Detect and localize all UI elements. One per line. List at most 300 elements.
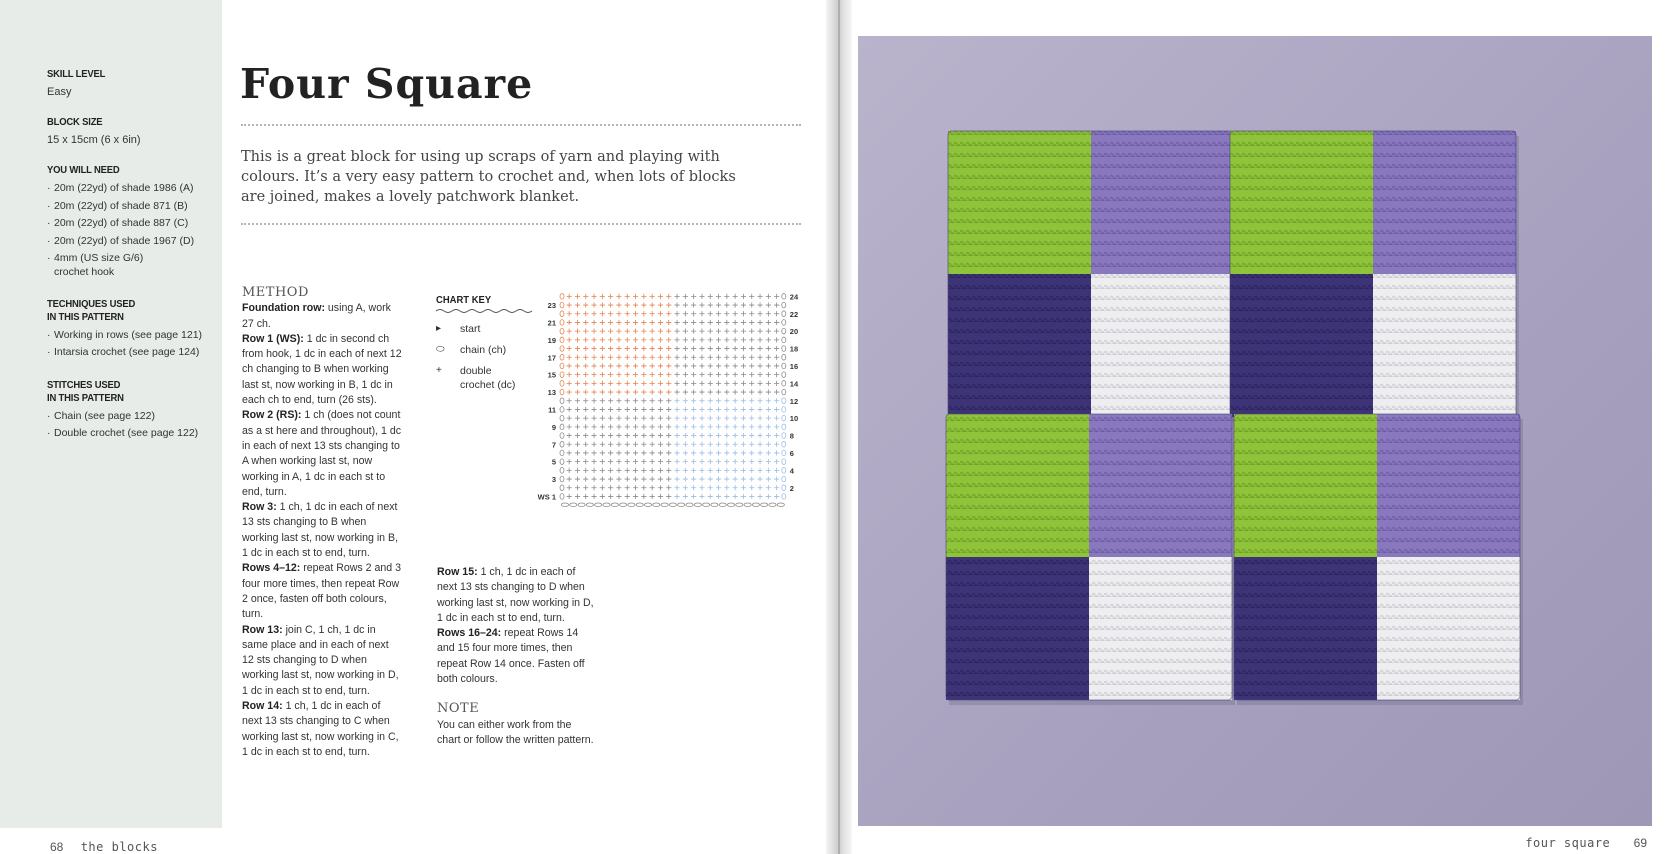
dc-stitch-mark <box>757 363 762 368</box>
dc-stitch-mark <box>583 372 588 377</box>
dc-stitch-mark <box>749 302 754 307</box>
dc-stitch-mark <box>641 407 646 412</box>
dc-stitch-mark <box>699 355 704 360</box>
dc-stitch-mark <box>633 398 638 403</box>
dc-stitch-mark <box>724 363 729 368</box>
row-number-label: 5 <box>551 457 556 467</box>
dc-stitch-mark <box>699 372 704 377</box>
dc-stitch-mark <box>733 363 738 368</box>
dc-stitch-mark <box>757 468 762 473</box>
turning-chain-mark <box>782 328 786 334</box>
dc-stitch-mark <box>658 346 663 351</box>
dc-stitch-mark <box>608 416 613 421</box>
dc-stitch-mark <box>608 476 613 481</box>
method-step <box>242 561 402 622</box>
dc-stitch-mark <box>641 363 646 368</box>
foundation-chain-mark <box>744 503 751 507</box>
turning-chain-mark <box>782 311 786 317</box>
dc-stitch-mark <box>766 346 771 351</box>
dc-stitch-mark <box>733 381 738 386</box>
dc-stitch-mark <box>666 337 671 342</box>
dc-stitch-mark <box>749 442 754 447</box>
dc-stitch-mark <box>716 337 721 342</box>
dc-stitch-mark <box>674 459 679 464</box>
dc-stitch-mark <box>666 372 671 377</box>
dc-stitch-mark <box>658 424 663 429</box>
dc-stitch-mark <box>716 433 721 438</box>
dc-stitch-mark <box>774 442 779 447</box>
dc-stitch-mark <box>625 346 630 351</box>
dc-stitch-mark <box>708 424 713 429</box>
dc-stitch-mark <box>591 398 596 403</box>
step-label: Row 2 (RS): <box>242 409 302 422</box>
intro-paragraph: This is a great block for using up scraps of yarn and playing with colours. It’s a very easy pattern to crochet and, when lots of blocks are joined, makes a lovely patchwork blanket. <box>241 149 736 205</box>
dc-stitch-mark <box>674 294 679 299</box>
method-step <box>437 626 597 687</box>
turning-chain-mark <box>560 320 564 326</box>
dc-stitch-mark <box>666 476 671 481</box>
dc-stitch-mark <box>683 302 688 307</box>
turning-chain-mark <box>560 389 564 395</box>
dc-stitch-mark <box>608 320 613 325</box>
foundation-chain-mark <box>653 503 660 507</box>
row-number-label: 3 <box>551 475 556 485</box>
dc-stitch-mark <box>691 416 696 421</box>
dc-stitch-mark <box>674 407 679 412</box>
dc-stitch-mark <box>625 424 630 429</box>
dc-stitch-mark <box>774 468 779 473</box>
step-label: Row 15: <box>437 566 478 578</box>
dc-stitch-mark <box>716 476 721 481</box>
list-item: · Working in rows (see page 121) <box>47 327 204 345</box>
dc-stitch-mark <box>749 363 754 368</box>
dc-stitch-mark <box>716 459 721 464</box>
dc-stitch-mark <box>724 381 729 386</box>
foundation-chain-mark <box>686 503 693 507</box>
dc-stitch-mark <box>567 381 572 386</box>
turning-chain-mark <box>782 433 786 439</box>
section-name: the blocks <box>80 840 158 854</box>
dc-stitch-mark <box>757 485 762 490</box>
method-step <box>242 623 402 699</box>
dc-stitch-mark <box>716 320 721 325</box>
dc-stitch-mark <box>658 485 663 490</box>
dc-stitch-mark <box>691 468 696 473</box>
dc-stitch-mark <box>641 494 646 499</box>
dc-stitch-mark <box>724 389 729 394</box>
lilac-square <box>1089 414 1232 557</box>
dc-stitch-mark <box>608 433 613 438</box>
row-number-label: 12 <box>789 396 799 406</box>
dc-stitch-mark <box>774 372 779 377</box>
note-text: You can either work from the chart or follow the written pattern. <box>437 718 594 746</box>
dc-stitch-mark <box>724 302 729 307</box>
dc-stitch-mark <box>749 372 754 377</box>
dc-stitch-mark <box>583 389 588 394</box>
row-number-label: 9 <box>551 422 556 432</box>
dc-stitch-mark <box>625 459 630 464</box>
dc-stitch-mark <box>708 407 713 412</box>
dc-stitch-mark <box>650 355 655 360</box>
dc-stitch-mark <box>774 389 779 394</box>
dc-stitch-mark <box>683 433 688 438</box>
dc-stitch-mark <box>683 346 688 351</box>
dc-stitch-mark <box>658 381 663 386</box>
section-name: four square <box>1525 836 1611 850</box>
dc-stitch-mark <box>600 459 605 464</box>
dc-stitch-mark <box>591 468 596 473</box>
dc-stitch-mark <box>600 494 605 499</box>
row-number-label: 10 <box>789 414 799 424</box>
dc-stitch-mark <box>749 355 754 360</box>
dc-stitch-mark <box>699 459 704 464</box>
method-step <box>242 408 402 500</box>
dc-stitch-mark <box>625 416 630 421</box>
dc-stitch-mark <box>724 485 729 490</box>
row-number-label: 21 <box>547 318 556 328</box>
dc-stitch-mark <box>733 302 738 307</box>
dc-stitch-mark <box>691 424 696 429</box>
dc-stitch-mark <box>633 302 638 307</box>
dc-stitch-mark <box>716 381 721 386</box>
dc-stitch-mark <box>741 476 746 481</box>
dc-stitch-mark <box>691 476 696 481</box>
skill-level-value: Easy <box>47 86 72 98</box>
dc-stitch-mark <box>699 442 704 447</box>
dc-stitch-mark <box>641 302 646 307</box>
dc-stitch-mark <box>666 398 671 403</box>
dc-stitch-mark <box>625 485 630 490</box>
dc-stitch-mark <box>600 450 605 455</box>
dc-stitch-mark <box>608 294 613 299</box>
dc-stitch-mark <box>699 416 704 421</box>
dc-stitch-mark <box>683 398 688 403</box>
dc-stitch-mark <box>766 311 771 316</box>
dc-stitch-mark <box>600 320 605 325</box>
dc-stitch-mark <box>699 294 704 299</box>
turning-chain-mark <box>560 433 564 439</box>
foundation-chain-mark <box>703 503 710 507</box>
dc-stitch-mark <box>749 337 754 342</box>
turning-chain-mark <box>560 328 564 334</box>
row-number-label: 11 <box>548 405 556 415</box>
dc-stitch-mark <box>757 476 762 481</box>
dc-stitch-mark <box>674 424 679 429</box>
dc-stitch-mark <box>575 363 580 368</box>
dc-stitch-mark <box>616 337 621 342</box>
dc-stitch-mark <box>600 294 605 299</box>
dc-stitch-mark <box>616 329 621 334</box>
dc-stitch-mark <box>583 468 588 473</box>
dc-stitch-mark <box>591 329 596 334</box>
dc-stitch-mark <box>608 468 613 473</box>
dc-stitch-mark <box>633 381 638 386</box>
dc-stitch-mark <box>583 337 588 342</box>
dc-stitch-mark <box>650 433 655 438</box>
dc-stitch-mark <box>749 320 754 325</box>
dc-stitch-mark <box>774 459 779 464</box>
key-label: start <box>460 323 481 335</box>
dc-stitch-mark <box>625 468 630 473</box>
key-label: double crochet (dc) <box>460 365 516 391</box>
dc-stitch-mark <box>683 294 688 299</box>
dc-stitch-mark <box>766 294 771 299</box>
dc-stitch-mark <box>774 320 779 325</box>
dc-stitch-mark <box>591 416 596 421</box>
dc-stitch-mark <box>674 329 679 334</box>
row-number-label: 16 <box>789 361 799 371</box>
dc-stitch-mark <box>575 355 580 360</box>
dc-stitch-mark <box>724 355 729 360</box>
dc-stitch-mark <box>591 485 596 490</box>
dc-stitch-mark <box>724 433 729 438</box>
dc-stitch-mark <box>583 398 588 403</box>
method-step <box>242 699 402 760</box>
dc-stitch-mark <box>741 346 746 351</box>
dc-stitch-mark <box>641 346 646 351</box>
dc-stitch-mark <box>757 398 762 403</box>
turning-chain-mark <box>782 407 786 413</box>
dc-stitch-mark <box>650 442 655 447</box>
list-item: · 20m (22yd) of shade 1967 (D) <box>47 233 204 251</box>
dc-stitch-mark <box>683 450 688 455</box>
dc-stitch-mark <box>666 294 671 299</box>
lilac-square <box>1091 131 1234 274</box>
dc-stitch-mark <box>616 494 621 499</box>
dc-stitch-mark <box>600 311 605 316</box>
dc-stitch-mark <box>757 416 762 421</box>
stitches-heading-line2: IN THIS PATTERN <box>47 391 124 404</box>
dc-stitch-mark <box>774 433 779 438</box>
dc-stitch-mark <box>625 398 630 403</box>
dc-stitch-mark <box>733 320 738 325</box>
dc-stitch-mark <box>575 302 580 307</box>
dc-stitch-mark <box>633 468 638 473</box>
dc-stitch-mark <box>691 302 696 307</box>
dc-stitch-mark <box>633 337 638 342</box>
dc-stitch-mark <box>650 294 655 299</box>
dc-stitch-mark <box>583 355 588 360</box>
foundation-chain-mark <box>752 503 759 507</box>
dc-stitch-mark <box>766 398 771 403</box>
step-text: using A, work 27 ch. <box>242 302 391 330</box>
divider-bottom <box>241 223 801 225</box>
dc-stitch-mark <box>616 346 621 351</box>
dc-stitch-mark <box>691 398 696 403</box>
dc-stitch-mark <box>733 485 738 490</box>
dc-stitch-mark <box>774 424 779 429</box>
dc-stitch-mark <box>616 294 621 299</box>
dc-stitch-mark <box>608 329 613 334</box>
method-step <box>242 500 402 561</box>
step-text: join C, 1 ch, 1 dc in same place and in each of next 12 sts changing to D when working last st, now working in D, 1 dc in each st to end, turn. <box>242 623 399 697</box>
dc-stitch-mark <box>674 363 679 368</box>
dc-stitch-mark <box>691 442 696 447</box>
dc-stitch-mark <box>625 329 630 334</box>
dc-stitch-mark <box>575 346 580 351</box>
turning-chain-mark <box>560 337 564 343</box>
list-item: · Intarsia crochet (see page 124) <box>47 344 204 362</box>
dc-stitch-mark <box>591 372 596 377</box>
dc-stitch-mark <box>774 329 779 334</box>
dc-stitch-mark <box>666 389 671 394</box>
dc-stitch-mark <box>699 389 704 394</box>
dc-stitch-mark <box>699 433 704 438</box>
crochet-blocks-illustration <box>858 36 1652 826</box>
techniques-heading-line1: TECHNIQUES USED <box>47 297 136 310</box>
dc-stitch-mark <box>666 320 671 325</box>
dc-stitch-mark <box>650 337 655 342</box>
navy-square <box>1234 557 1377 700</box>
dc-stitch-mark <box>716 442 721 447</box>
method-step <box>242 301 402 332</box>
step-text: 1 ch (does not count as a st here and throughout), 1 dc in each of next 13 sts changing to A when working last st, now working in A, 1 dc in each st to end, turn. <box>242 409 402 498</box>
turning-chain-mark <box>782 381 786 387</box>
dc-stitch-mark <box>766 424 771 429</box>
method-heading: METHOD <box>242 285 309 300</box>
dc-stitch-mark <box>600 389 605 394</box>
page-number: 68 <box>50 840 64 854</box>
dc-stitch-mark <box>567 459 572 464</box>
dc-stitch-mark <box>674 442 679 447</box>
foundation-chain-mark <box>570 503 577 507</box>
dc-stitch-mark <box>749 329 754 334</box>
dc-stitch-mark <box>650 320 655 325</box>
page-number: 69 <box>1633 836 1647 850</box>
step-label: Row 13: <box>242 623 283 636</box>
dc-stitch-mark <box>641 442 646 447</box>
dc-stitch-mark <box>633 346 638 351</box>
dc-stitch-mark <box>567 468 572 473</box>
dc-stitch-mark <box>608 363 613 368</box>
dc-stitch-mark <box>633 355 638 360</box>
dc-stitch-mark <box>708 346 713 351</box>
turning-chain-mark <box>782 468 786 474</box>
dc-stitch-mark <box>741 485 746 490</box>
dc-stitch-mark <box>575 442 580 447</box>
dc-stitch-mark <box>650 381 655 386</box>
dc-stitch-mark <box>683 355 688 360</box>
dc-stitch-mark <box>699 381 704 386</box>
step-label: Row 14: <box>242 700 283 713</box>
turning-chain-mark <box>560 294 564 300</box>
dc-stitch-mark <box>766 450 771 455</box>
dc-stitch-mark <box>616 398 621 403</box>
dc-stitch-mark <box>741 302 746 307</box>
dc-stitch-mark <box>708 494 713 499</box>
dc-stitch-mark <box>683 424 688 429</box>
dc-stitch-mark <box>658 416 663 421</box>
dc-stitch-mark <box>757 337 762 342</box>
foundation-chain-mark <box>777 503 784 507</box>
dc-stitch-mark <box>608 424 613 429</box>
dc-stitch-mark <box>766 381 771 386</box>
dc-stitch-mark <box>575 329 580 334</box>
dc-stitch-mark <box>658 329 663 334</box>
dc-stitch-mark <box>674 398 679 403</box>
you-will-need-section <box>47 164 204 281</box>
dc-stitch-mark <box>708 329 713 334</box>
dc-stitch-mark <box>666 450 671 455</box>
chart-key <box>436 294 536 399</box>
dc-stitch-mark <box>699 302 704 307</box>
dc-stitch-mark <box>757 372 762 377</box>
dc-stitch-mark <box>749 416 754 421</box>
dc-stitch-mark <box>600 476 605 481</box>
stitch-chart <box>535 284 825 514</box>
dc-stitch-mark <box>674 433 679 438</box>
dc-stitch-mark <box>674 476 679 481</box>
green-square <box>1230 131 1373 274</box>
dc-stitch-mark <box>757 407 762 412</box>
dc-stitch-mark <box>600 337 605 342</box>
turning-chain-mark <box>782 476 786 482</box>
dc-stitch-mark <box>641 381 646 386</box>
dc-stitch-mark <box>766 433 771 438</box>
dc-stitch-mark <box>699 424 704 429</box>
dc-stitch-mark <box>583 363 588 368</box>
dc-stitch-mark <box>708 372 713 377</box>
dc-stitch-mark <box>741 311 746 316</box>
dc-stitch-mark <box>741 407 746 412</box>
dc-stitch-mark <box>625 302 630 307</box>
dc-stitch-mark <box>591 320 596 325</box>
dc-stitch-mark <box>658 389 663 394</box>
dc-stitch-mark <box>608 337 613 342</box>
dc-stitch-mark <box>616 381 621 386</box>
dc-stitch-mark <box>575 337 580 342</box>
dc-stitch-mark <box>600 407 605 412</box>
dc-stitch-mark <box>591 381 596 386</box>
dc-stitch-mark <box>616 424 621 429</box>
dc-stitch-mark <box>633 424 638 429</box>
dc-stitch-mark <box>774 294 779 299</box>
dc-stitch-mark <box>591 494 596 499</box>
dc-stitch-mark <box>600 302 605 307</box>
dc-stitch-mark <box>733 337 738 342</box>
step-label: Row 3: <box>242 501 277 514</box>
dc-stitch-mark <box>733 329 738 334</box>
dc-stitch-mark <box>583 433 588 438</box>
dc-stitch-mark <box>575 424 580 429</box>
dc-stitch-mark <box>774 346 779 351</box>
dc-stitch-mark <box>616 416 621 421</box>
dc-stitch-mark <box>633 485 638 490</box>
dc-stitch-mark <box>716 407 721 412</box>
dc-stitch-mark <box>641 355 646 360</box>
crochet-block <box>946 414 1235 705</box>
dc-stitch-mark <box>691 355 696 360</box>
dc-stitch-mark <box>708 320 713 325</box>
dc-stitch-mark <box>616 355 621 360</box>
dc-stitch-mark <box>633 389 638 394</box>
dc-stitch-mark <box>583 450 588 455</box>
dc-stitch-mark <box>716 329 721 334</box>
dc-stitch-mark <box>691 450 696 455</box>
dc-stitch-mark <box>625 407 630 412</box>
dc-stitch-mark <box>591 337 596 342</box>
turning-chain-mark <box>560 441 564 447</box>
dc-stitch-mark <box>608 381 613 386</box>
navy-square <box>1230 274 1373 417</box>
dc-stitch-mark <box>666 416 671 421</box>
turning-chain-mark <box>782 337 786 343</box>
dc-stitch-mark <box>608 302 613 307</box>
chart-key-heading: CHART KEY <box>436 294 492 306</box>
dc-stitch-mark <box>666 424 671 429</box>
foundation-chain-mark <box>561 503 568 507</box>
turning-chain-mark <box>782 372 786 378</box>
